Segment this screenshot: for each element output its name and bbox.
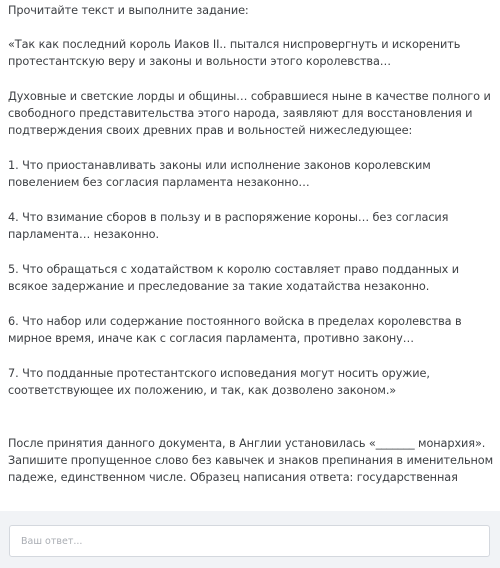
answer-panel	[0, 511, 500, 568]
quote-point-7: 7. Что подданные протестантского исповедания могут носить оружие, соответствующее их положению, и так, как дозволено законом.»	[8, 367, 430, 397]
quote-point-5: 5. Что обращаться с ходатайством к королю составляет право подданных и всякое задержание и преследование за такие ходатайства незаконно.	[8, 263, 459, 293]
quote-point-6: 6. Что набор или содержание постоянного войска в пределах королевства в мирное время, иначе как с согласия парламента, противно закону…	[8, 315, 462, 345]
task-instruction: Прочитайте текст и выполните задание:	[8, 4, 249, 17]
quote-point-4: 4. Что взимание сборов в пользу и в распоряжение короны… без согласия парламента… незаконно.	[8, 211, 449, 241]
task-content	[8, 0, 494, 486]
quote-intro: «Так как последний король Иаков II.. пытался ниспровергнуть и искоренить протестантскую веру и законы и вольности этого королевства…	[8, 38, 461, 68]
task-question: После принятия данного документа, в Англии установилась «_______ монархия». Запишите пропущенное слово без кавычек и знаков препинания в именительном падеже, единственном числе. Образец написания ответа: государственная	[8, 437, 494, 484]
answer-input[interactable]	[9, 525, 490, 557]
quote-point-1: 1. Что приостанавливать законы или исполнение законов королевским повелением без согласия парламента незаконно…	[8, 159, 431, 189]
quote-paragraph: Духовные и светские лорды и общины… собравшиеся ныне в качестве полного и свободного представительства этого народа, заявляют для восстановления и подтверждения своих древних прав и вольностей нижеследующее:	[8, 90, 491, 137]
